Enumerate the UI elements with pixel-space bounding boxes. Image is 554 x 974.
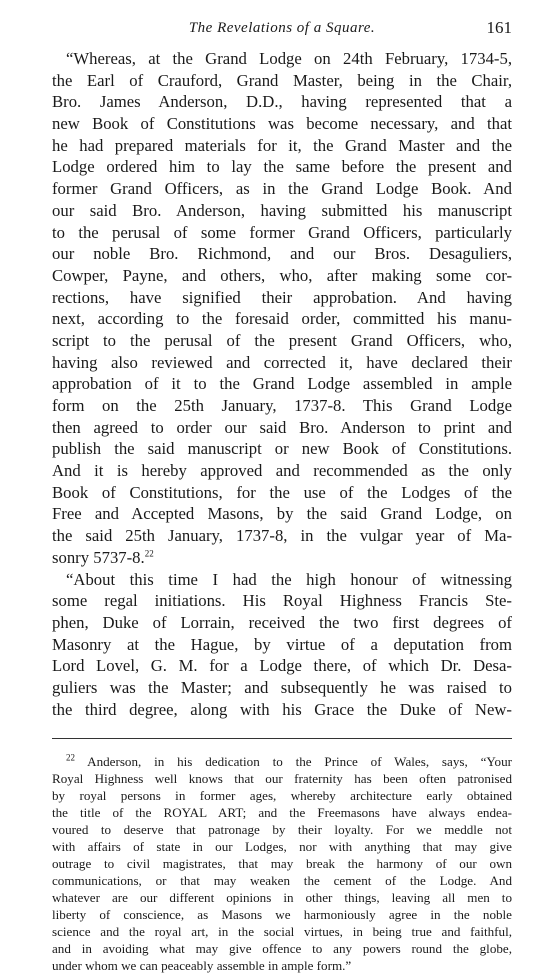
footnote-line: Anderson, in his dedication to the Prince of Wales, says, “Your bbox=[87, 754, 512, 770]
text-line: he had prepared materials for it, the Grand Master and the bbox=[52, 135, 512, 155]
text-line: former Grand Officers, as in the Grand Lodge Book. And bbox=[52, 179, 512, 199]
text-line-with-footnote-ref bbox=[52, 547, 512, 569]
text-line: “About this time I had the high honour of witnessing bbox=[66, 569, 512, 589]
footnote-divider bbox=[52, 738, 512, 739]
footnote-line: and in avoiding what may give offence to any powers round the globe, bbox=[52, 941, 512, 957]
text-line: our said Bro. Anderson, having submitted his manuscript bbox=[52, 200, 512, 220]
footnote-line: the title of the ROYAL ART; and the Freemasons have always endea- bbox=[52, 805, 512, 821]
text-line: script to the perusal of the present Grand Officers, who, bbox=[52, 330, 512, 350]
text-line: Bro. James Anderson, D.D., having represented that a bbox=[52, 92, 512, 112]
text-line: new Book of Constitutions was become necessary, and that bbox=[52, 114, 512, 134]
text-line: Lord Lovel, G. M. for a Lodge there, of which Dr. Desa- bbox=[52, 656, 512, 676]
text-line: Free and Accepted Masons, by the said Grand Lodge, on bbox=[52, 504, 512, 524]
footnote-line: communications, or that may weaken the cement of the Lodge. And bbox=[52, 873, 512, 889]
text-line: “Whereas, at the Grand Lodge on 24th February, 1734-5, bbox=[66, 49, 512, 68]
footnote-line: under whom we can peaceably assemble in ample form.” bbox=[52, 958, 352, 974]
text-line: Book of Constitutions, for the use of the Lodges of the bbox=[52, 482, 512, 502]
page-number: 161 bbox=[486, 18, 512, 37]
footnote-line: with affairs of state in our Lodges, nor with anything that may give bbox=[52, 839, 512, 855]
text-line: rections, have signified their approbation. And having bbox=[52, 287, 512, 307]
footnote-line: voured to deserve that patronage by their loyalty. For we meddle not bbox=[52, 822, 512, 838]
footnote-line: science and the royal art, in the social virtues, in being true and faithful, bbox=[52, 924, 512, 940]
text-line: the said 25th January, 1737-8, in the vulgar year of Ma- bbox=[52, 526, 512, 546]
page-header bbox=[52, 18, 512, 40]
footnote-line-with-marker bbox=[52, 753, 512, 770]
text-line: Masonry at the Hague, by virtue of a deputation from bbox=[52, 634, 512, 654]
text-line: approbation of it to the Grand Lodge assembled in ample bbox=[52, 374, 512, 394]
footnote-line: outrage to civil magistrates, that may break the harmony of our own bbox=[52, 856, 512, 872]
text-line: And it is hereby approved and recommended as the only bbox=[52, 461, 512, 481]
body-text bbox=[52, 48, 512, 720]
footnote bbox=[52, 753, 512, 974]
text-line: Lodge ordered him to lay the same before the present and bbox=[52, 157, 512, 177]
text-line: phen, Duke of Lorrain, received the two first degrees of bbox=[52, 612, 512, 632]
text-line: publish the said manuscript or new Book of Constitutions. bbox=[52, 439, 512, 459]
text-line: having also reviewed and corrected it, have declared their bbox=[52, 352, 512, 372]
footnote-line: whatever are our different opinions in other things, leaving all men to bbox=[52, 890, 512, 906]
text-line: guliers was the Master; and subsequently he was raised to bbox=[52, 677, 512, 697]
text-line: next, according to the foresaid order, committed his manu- bbox=[52, 309, 512, 329]
footnote-line: liberty of conscience, as Masons we harmoniously agree in the noble bbox=[52, 907, 512, 923]
text-line: Cowper, Payne, and others, who, after making some cor- bbox=[52, 265, 512, 285]
text-line: form on the 25th January, 1737-8. This Grand Lodge bbox=[52, 396, 512, 415]
text-line: then agreed to order our said Bro. Anderson to print and bbox=[52, 417, 512, 437]
text-line: to the perusal of some former Grand Officers, particularly bbox=[52, 222, 512, 242]
footnote-line: Royal Highness well knows that our fraternity has been often patronised bbox=[52, 771, 512, 787]
footnote-reference[interactable]: 22 bbox=[144, 548, 154, 559]
text-line: our noble Bro. Richmond, and our Bros. Desaguliers, bbox=[52, 244, 512, 264]
footnote-line: by royal persons in former ages, whereby architecture early obtained bbox=[52, 788, 512, 804]
footnote-marker: 22 bbox=[66, 752, 75, 763]
text-line: the third degree, along with his Grace the Duke of New- bbox=[52, 699, 512, 719]
running-title: The Revelations of a Square. bbox=[188, 20, 376, 36]
text-line: the Earl of Crauford, Grand Master, being in the Chair, bbox=[52, 70, 512, 90]
text-line: some regal initiations. His Royal Highness Francis Ste- bbox=[52, 591, 512, 611]
text-line: sonry 5737-8. bbox=[52, 547, 145, 567]
book-page bbox=[52, 18, 512, 974]
